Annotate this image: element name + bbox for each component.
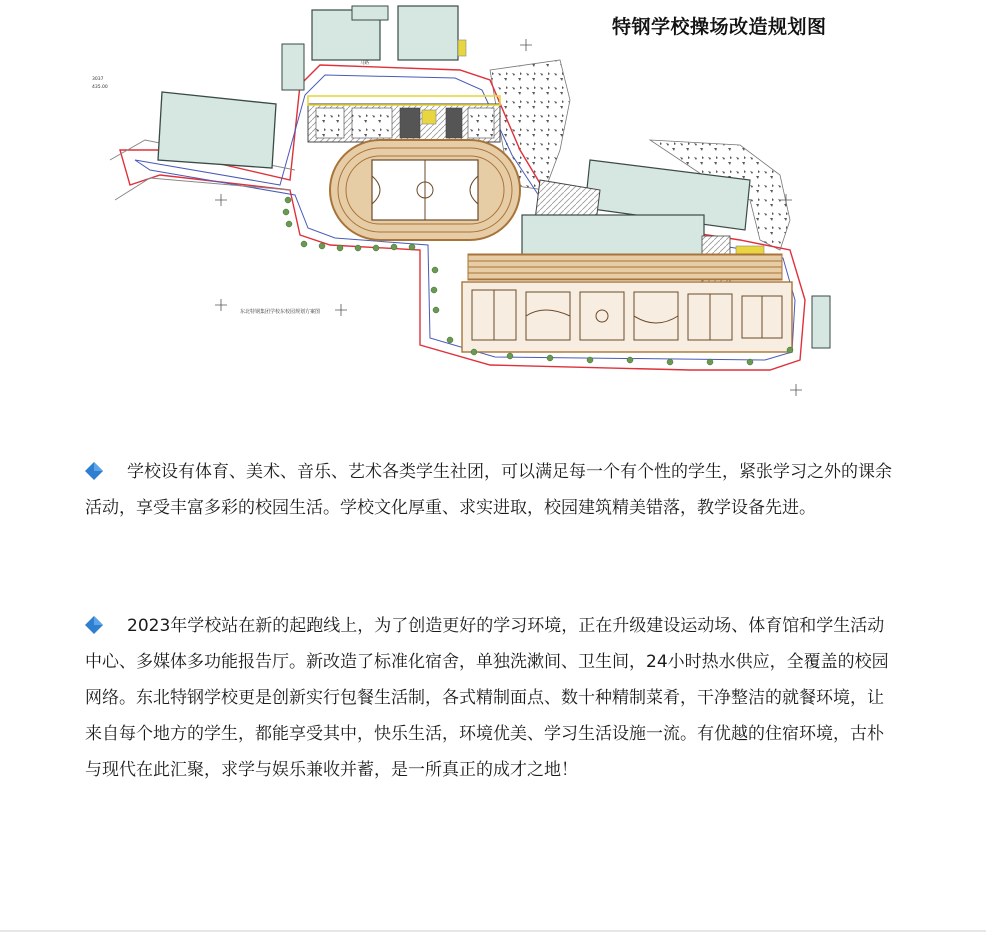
building-top-2 bbox=[398, 6, 458, 60]
building-far-right bbox=[812, 296, 830, 348]
paragraph-text: 学校设有体育、美术、音乐、艺术各类学生社团，可以满足每一个有个性的学生，紧张学习之外的课余活动，享受丰富多彩的校园生活。学校文化厚重、求实进取，校园建筑精美错落，教学设备先进。 bbox=[85, 462, 892, 518]
page-title: 特钢学校操场改造规划图 bbox=[612, 16, 827, 38]
diamond-icon bbox=[85, 616, 103, 634]
paragraph-clubs bbox=[85, 454, 900, 526]
paragraph-upgrade bbox=[85, 608, 900, 788]
building-top-4 bbox=[458, 40, 466, 56]
plan-caption: 东北特钢集团学校东校园规划方案图 bbox=[240, 309, 321, 315]
building-top-3 bbox=[352, 6, 388, 20]
campus-site-plan bbox=[90, 0, 840, 400]
building-left-small bbox=[282, 44, 304, 90]
building-left-large bbox=[158, 92, 276, 168]
paragraph-text: 2023年学校站在新的起跑线上，为了创造更好的学习环境，正在升级建设运动场、体育馆和学生活动中心、多媒体多功能报告厅。新改造了标准化宿舍，单独洗漱间、卫生间，24小时热水供应，全覆盖的校园网络。东北特钢学校更是创新实行包餐生活制，各式精制面点、数十种精制菜肴，干净整洁的就餐环境，让来自每个地方的学生，都能享受其中，快乐生活，环境优美、学习生活设施一流。有优越的住宿环境，古朴与现代在此汇聚，求学与娱乐兼收并蓄，是一所真正的成才之地！ bbox=[85, 616, 889, 780]
plan-road-label: 马路 bbox=[360, 61, 369, 66]
plan-scale-note-1: 3037 bbox=[92, 77, 104, 82]
plan-scale-note-2: 435.00 bbox=[92, 85, 108, 90]
diamond-icon bbox=[85, 462, 103, 480]
stands-south bbox=[468, 254, 782, 280]
